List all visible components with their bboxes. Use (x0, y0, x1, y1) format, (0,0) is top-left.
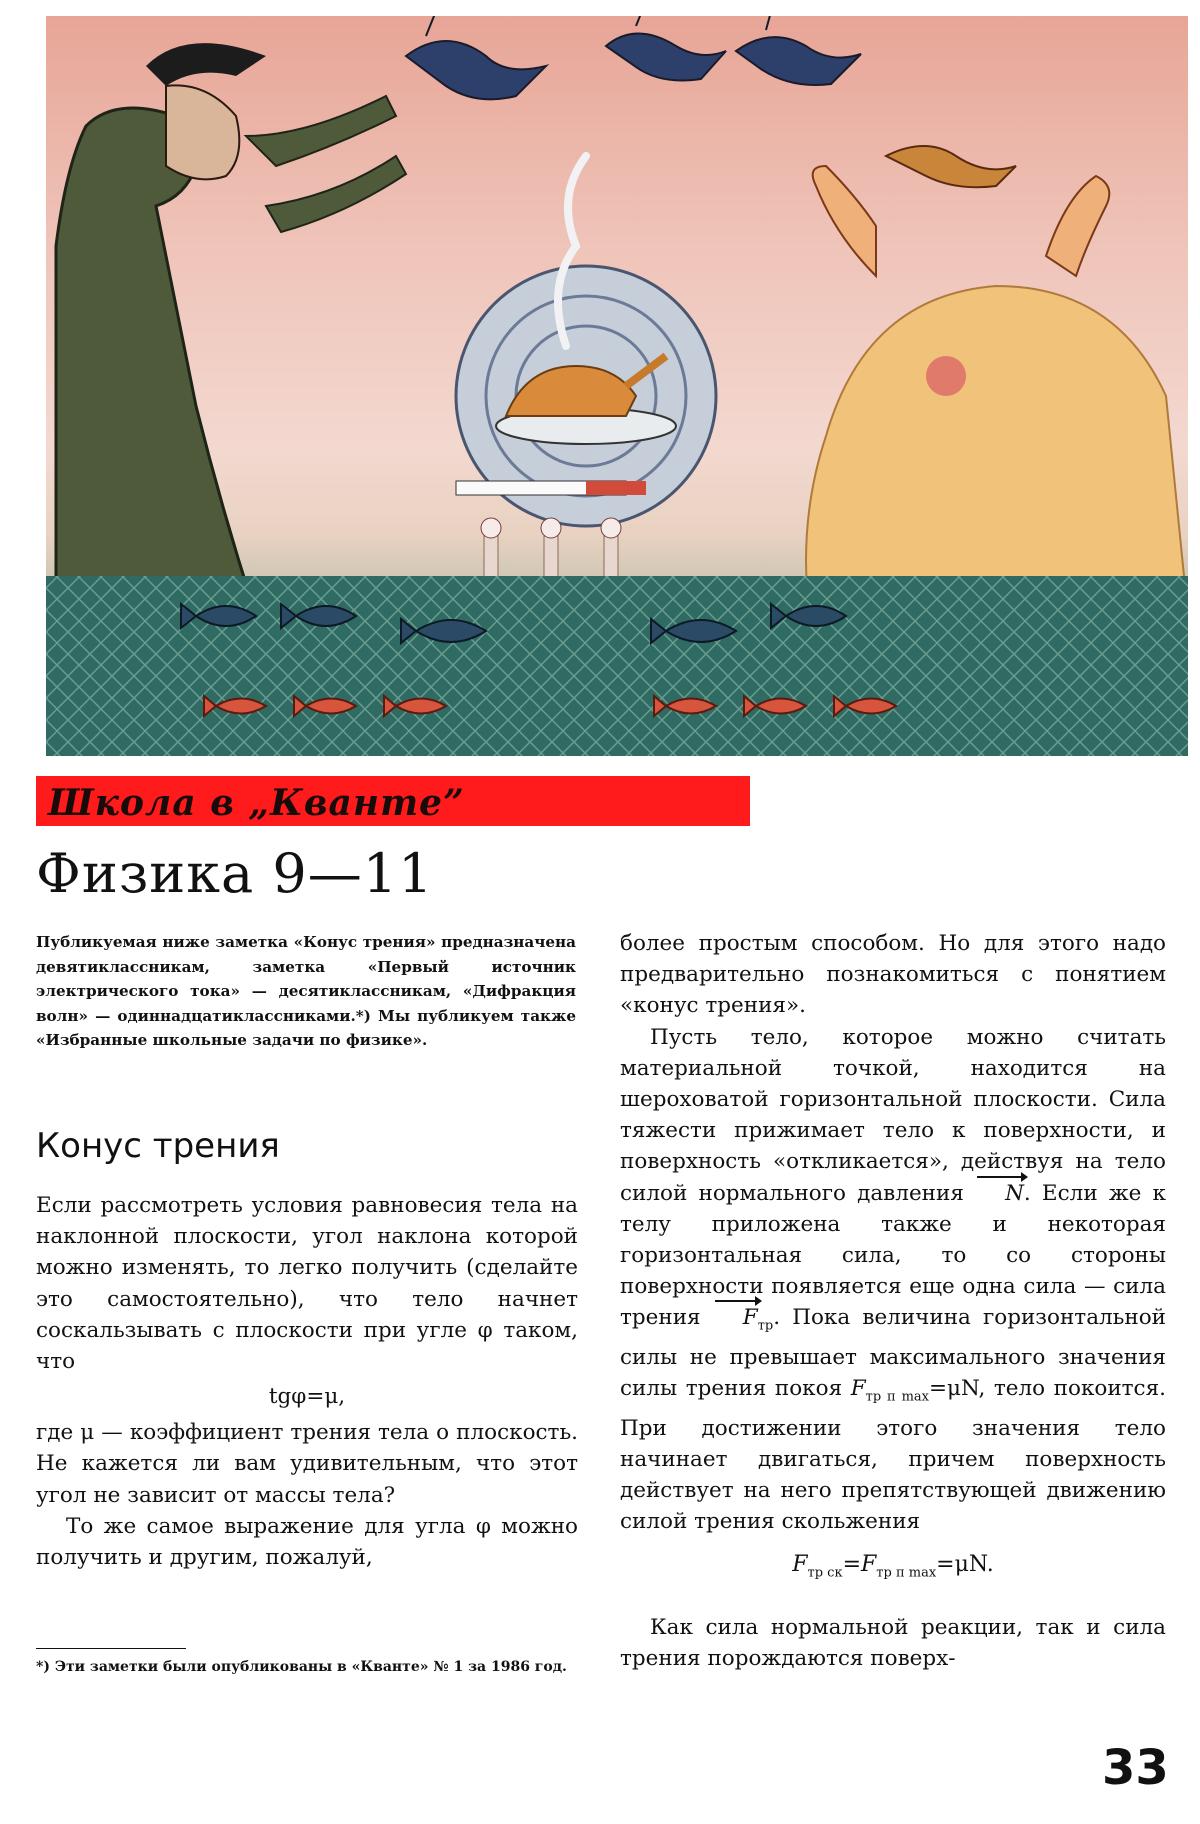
text-segment: . Пока величина горизонтальной силы не превышает максимального значения силы трения покоя (620, 1305, 1166, 1402)
net-pattern (46, 576, 1188, 756)
friction-force-symbol: F (713, 1302, 758, 1333)
force-symbol: F (850, 1376, 866, 1402)
footnote-divider (36, 1648, 186, 1649)
section-banner (36, 776, 750, 826)
left-paragraph-2: где μ — коэффициент трения тела о плоскость. Не кажется ли вам удивительным, что этот угол не зависит от массы тела? (36, 1420, 578, 1508)
article-title: Конус трения (36, 1126, 280, 1166)
subscript: тр (757, 1318, 774, 1334)
right-paragraph-2 (620, 1022, 1166, 1538)
painting (46, 16, 1188, 756)
equation-part: =μN. (936, 1552, 994, 1578)
right-paragraph-1: более простым способом. Но для этого надо предварительно познакомиться с понятием «конус трения». (620, 931, 1166, 1019)
page-number: 33 (1102, 1740, 1169, 1796)
text-segment: Пусть тело, которое можно считать материальной точкой, находится на шероховатой горизонтальной плоскости. Сила тяжести прижимает тело к поверхности, и поверхность «откликается», действуя на тело силой нормального давления (620, 1024, 1166, 1206)
subscript: тр ск (807, 1565, 843, 1581)
force-symbol: F (861, 1552, 877, 1578)
bird-flock (406, 16, 861, 99)
right-paragraph-3: Как сила нормальной реакции, так и сила трения порождаются поверх- (620, 1614, 1166, 1672)
left-figure (56, 43, 406, 646)
normal-force-symbol: N (975, 1178, 1024, 1209)
formula-friction: $F_{тр ск}=F_{тр п max}=\mu N$. (792, 1552, 994, 1581)
text-segment: . Если же к телу приложена также и некоторая горизонтальная сила, то со стороны поверхности появляется еще одна сила — сила трения (620, 1180, 1166, 1331)
footnote: *) Эти заметки были опубликованы в «Кванте» № 1 за 1986 год. (36, 1659, 567, 1675)
header-illustration (46, 16, 1188, 756)
equation-part: =μN (929, 1376, 979, 1402)
left-paragraph-3: То же самое выражение для угла φ можно получить и другим, пожалуй, (36, 1513, 578, 1571)
left-column (36, 1190, 578, 1573)
text-segment: , тело покоится. При достижении этого значения тело начинает двигаться, причем поверхность действует на него препятствующей движению силой трения скольжения (620, 1376, 1166, 1535)
force-symbol: F (792, 1552, 808, 1578)
section-title: Физика 9—11 (36, 842, 434, 905)
subscript: тр п max (865, 1389, 930, 1405)
right-column (620, 928, 1166, 1674)
left-paragraph-1: Если рассмотреть условия равновесия тела на наклонной плоскости, угол наклона которой можно изменять, то легко получить (сделайте это самостоятельно), что тело начнет соскальзывать с плоскости при угле φ таком, что (36, 1193, 578, 1375)
intro-note: Публикуемая ниже заметка «Конус трения» предназначена девятиклассникам, заметка «Первый источник электрического тока» — десятиклассникам, «Дифракция волн» — одиннадцатиклассниками.*) Мы публикуем также «Избранные школьные задачи по физике». (36, 933, 576, 1049)
banner-script-text: Школа в „Кванте” (48, 782, 465, 824)
formula-tg: tgφ=μ, (268, 1384, 346, 1410)
subscript: тр п max (876, 1565, 937, 1581)
